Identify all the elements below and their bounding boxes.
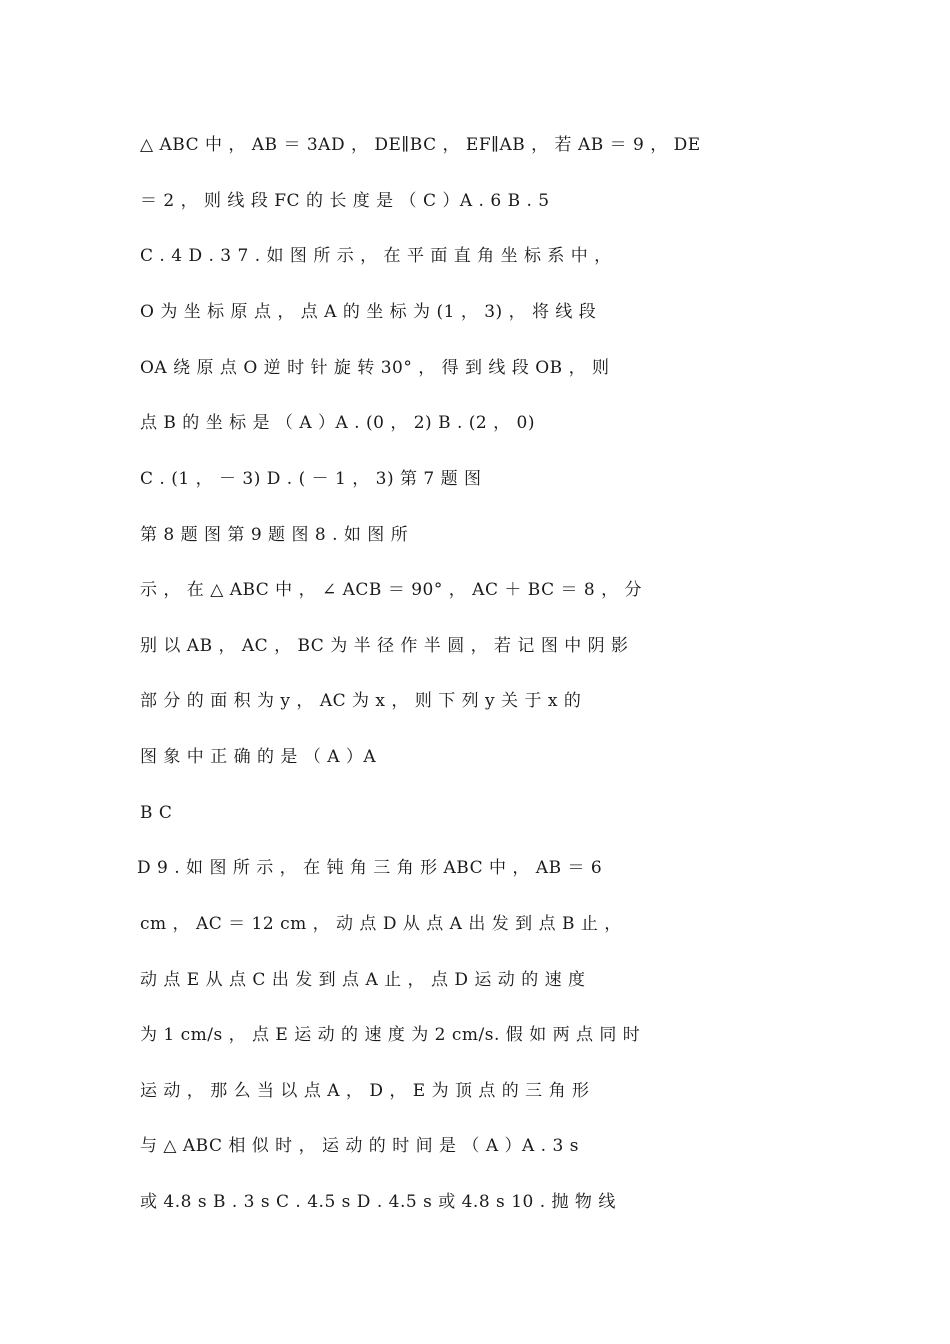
- text-line: cm ， AC ＝ 12 cm ， 动 点 D 从 点 A 出 发 到 点 B 止 ，: [140, 914, 622, 934]
- text-line: 部 分 的 面 积 为 y ， AC 为 x ， 则 下 列 y 关 于 x 的: [140, 691, 582, 711]
- text-line: ＝ 2 ， 则 线 段 FC 的 长 度 是 （ C ）A . 6 B . 5: [140, 191, 550, 211]
- text-line: 示 ， 在 △ ABC 中 ， ∠ ACB ＝ 90° ， AC ＋ BC ＝ 8 ， 分: [140, 580, 643, 600]
- text-line: 点 B 的 坐 标 是 （ A ）A . (0 ， 2) B . (2 ， 0): [140, 413, 536, 433]
- text-line: B C: [140, 803, 173, 823]
- text-line: 为 1 cm/s ， 点 E 运 动 的 速 度 为 2 cm/s. 假 如 两 点 同 时: [140, 1025, 641, 1045]
- text-line: 动 点 E 从 点 C 出 发 到 点 A 止 ， 点 D 运 动 的 速 度: [140, 970, 586, 990]
- text-line: OA 绕 原 点 O 逆 时 针 旋 转 30° ， 得 到 线 段 OB ， 则: [140, 358, 610, 378]
- text-line: O 为 坐 标 原 点 ， 点 A 的 坐 标 为 (1 ， 3) ， 将 线 段: [140, 302, 597, 322]
- text-line: C . 4 D . 3 7 . 如 图 所 示 ， 在 平 面 直 角 坐 标 系 中 ，: [140, 246, 612, 266]
- text-line: △ ABC 中 ， AB ＝ 3AD ， DE∥BC ， EF∥AB ， 若 AB ＝ 9 ， DE: [140, 135, 701, 155]
- text-line: 图 象 中 正 确 的 是 （ A ）A: [140, 747, 377, 767]
- text-line: D 9 . 如 图 所 示 ， 在 钝 角 三 角 形 ABC 中 ， AB ＝ 6: [137, 858, 603, 878]
- text-line: 与 △ ABC 相 似 时 ， 运 动 的 时 间 是 （ A ）A . 3 s: [140, 1136, 579, 1156]
- text-line: 或 4.8 s B . 3 s C . 4.5 s D . 4.5 s 或 4.8 s 10 . 抛 物 线: [140, 1192, 616, 1212]
- text-line: 运 动 ， 那 么 当 以 点 A ， D ， E 为 顶 点 的 三 角 形: [140, 1081, 590, 1101]
- text-line: 别 以 AB ， AC ， BC 为 半 径 作 半 圆 ， 若 记 图 中 阴 影: [140, 636, 629, 656]
- text-line: 第 8 题 图 第 9 题 图 8 . 如 图 所: [140, 525, 409, 545]
- text-line: C . (1 ， － 3) D . ( － 1 ， 3) 第 7 题 图: [140, 469, 482, 489]
